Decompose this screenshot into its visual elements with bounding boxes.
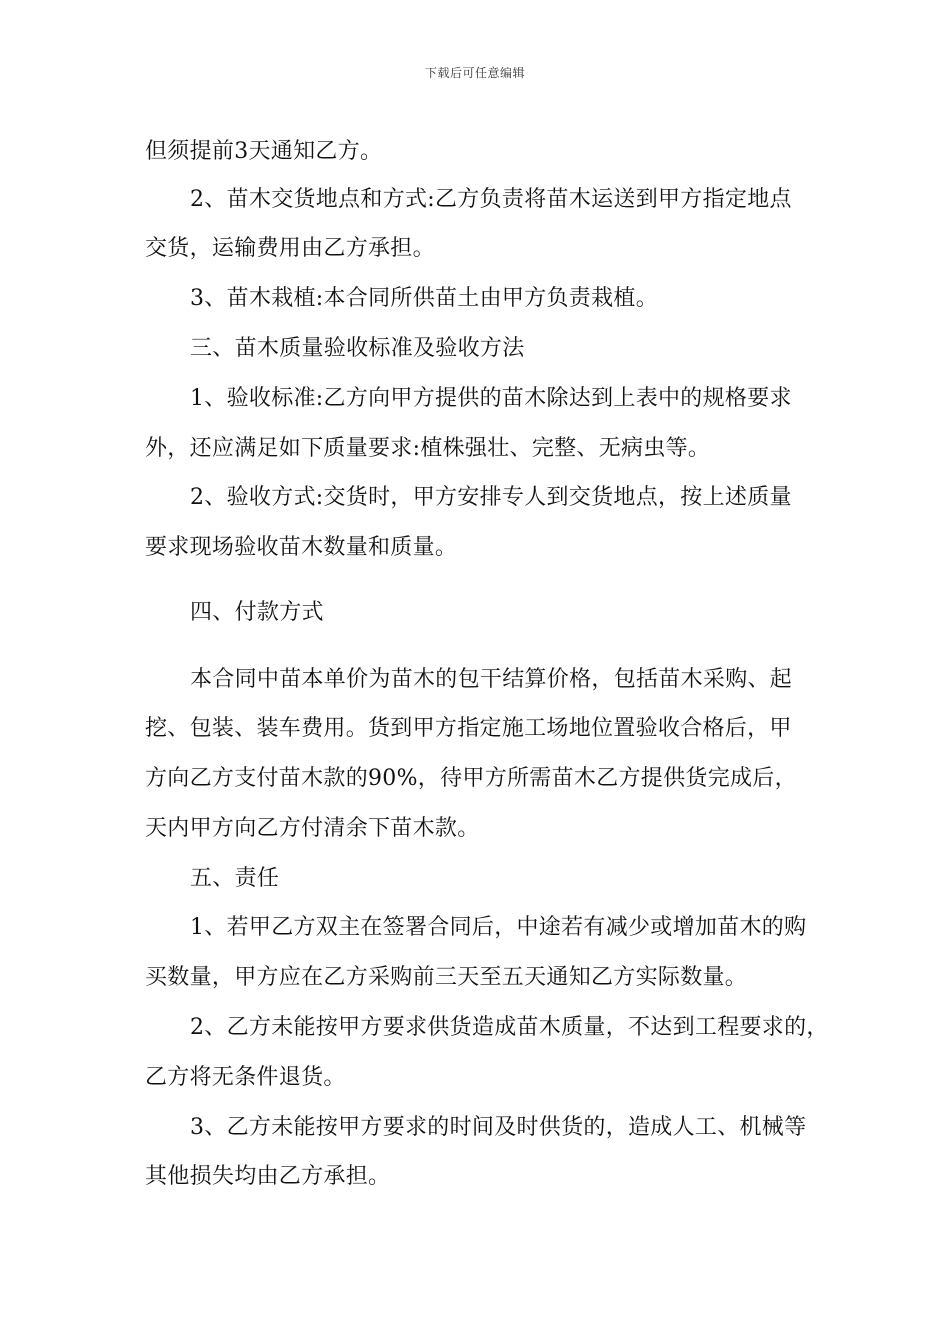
paragraph-line: 1、验收标准:乙方向甲方提供的苗木除达到上表中的规格要求	[190, 386, 792, 411]
paragraph-line: 挖、包装、装车费用。货到甲方指定施工场地位置验收合格后，甲	[145, 716, 792, 741]
paragraph-line: 外，还应满足如下质量要求:植株强壮、完整、无病虫等。	[145, 436, 711, 461]
paragraph-line: 本合同中苗本单价为苗木的包干结算价格，包括苗木采购、起	[190, 667, 793, 692]
paragraph-line: 乙方将无条件退货。	[145, 1065, 346, 1090]
paragraph-line: 2、验收方式:交货时，甲方安排专人到交货地点，按上述质量	[190, 485, 792, 510]
section-heading: 五、责任	[190, 866, 280, 891]
section-heading: 三、苗木质量验收标准及验收方法	[190, 336, 525, 361]
paragraph-line: 其他损失均由乙方承担。	[145, 1164, 391, 1189]
paragraph-line: 1、若甲乙方双主在签署合同后，中途若有减少或增加苗木的购	[190, 915, 807, 940]
page-header: 下载后可任意编辑	[424, 66, 525, 80]
paragraph-line: 天内甲方向乙方付清余下苗木款。	[145, 816, 480, 841]
paragraph-line: 3、乙方未能按甲方要求的时间及时供货的，造成人工、机械等	[190, 1115, 807, 1140]
paragraph-line: 要求现场验收苗木数量和质量。	[145, 535, 458, 560]
paragraph-line: 方向乙方支付苗木款的90%，待甲方所需苗木乙方提供货完成后，	[145, 766, 797, 791]
paragraph-line: 买数量，甲方应在乙方采购前三天至五天通知乙方实际数量。	[145, 965, 748, 990]
paragraph-line: 2、乙方未能按甲方要求供货造成苗木质量，不达到工程要求的，	[190, 1015, 829, 1040]
paragraph-line: 2、苗木交货地点和方式:乙方负责将苗木运送到甲方指定地点	[190, 187, 792, 212]
paragraph-line: 交货，运输费用由乙方承担。	[145, 236, 435, 261]
section-heading: 四、付款方式	[190, 600, 324, 625]
paragraph-line: 但须提前3天通知乙方。	[145, 139, 383, 164]
paragraph-line: 3、苗木栽植:本合同所供苗土由甲方负责栽植。	[190, 286, 659, 311]
